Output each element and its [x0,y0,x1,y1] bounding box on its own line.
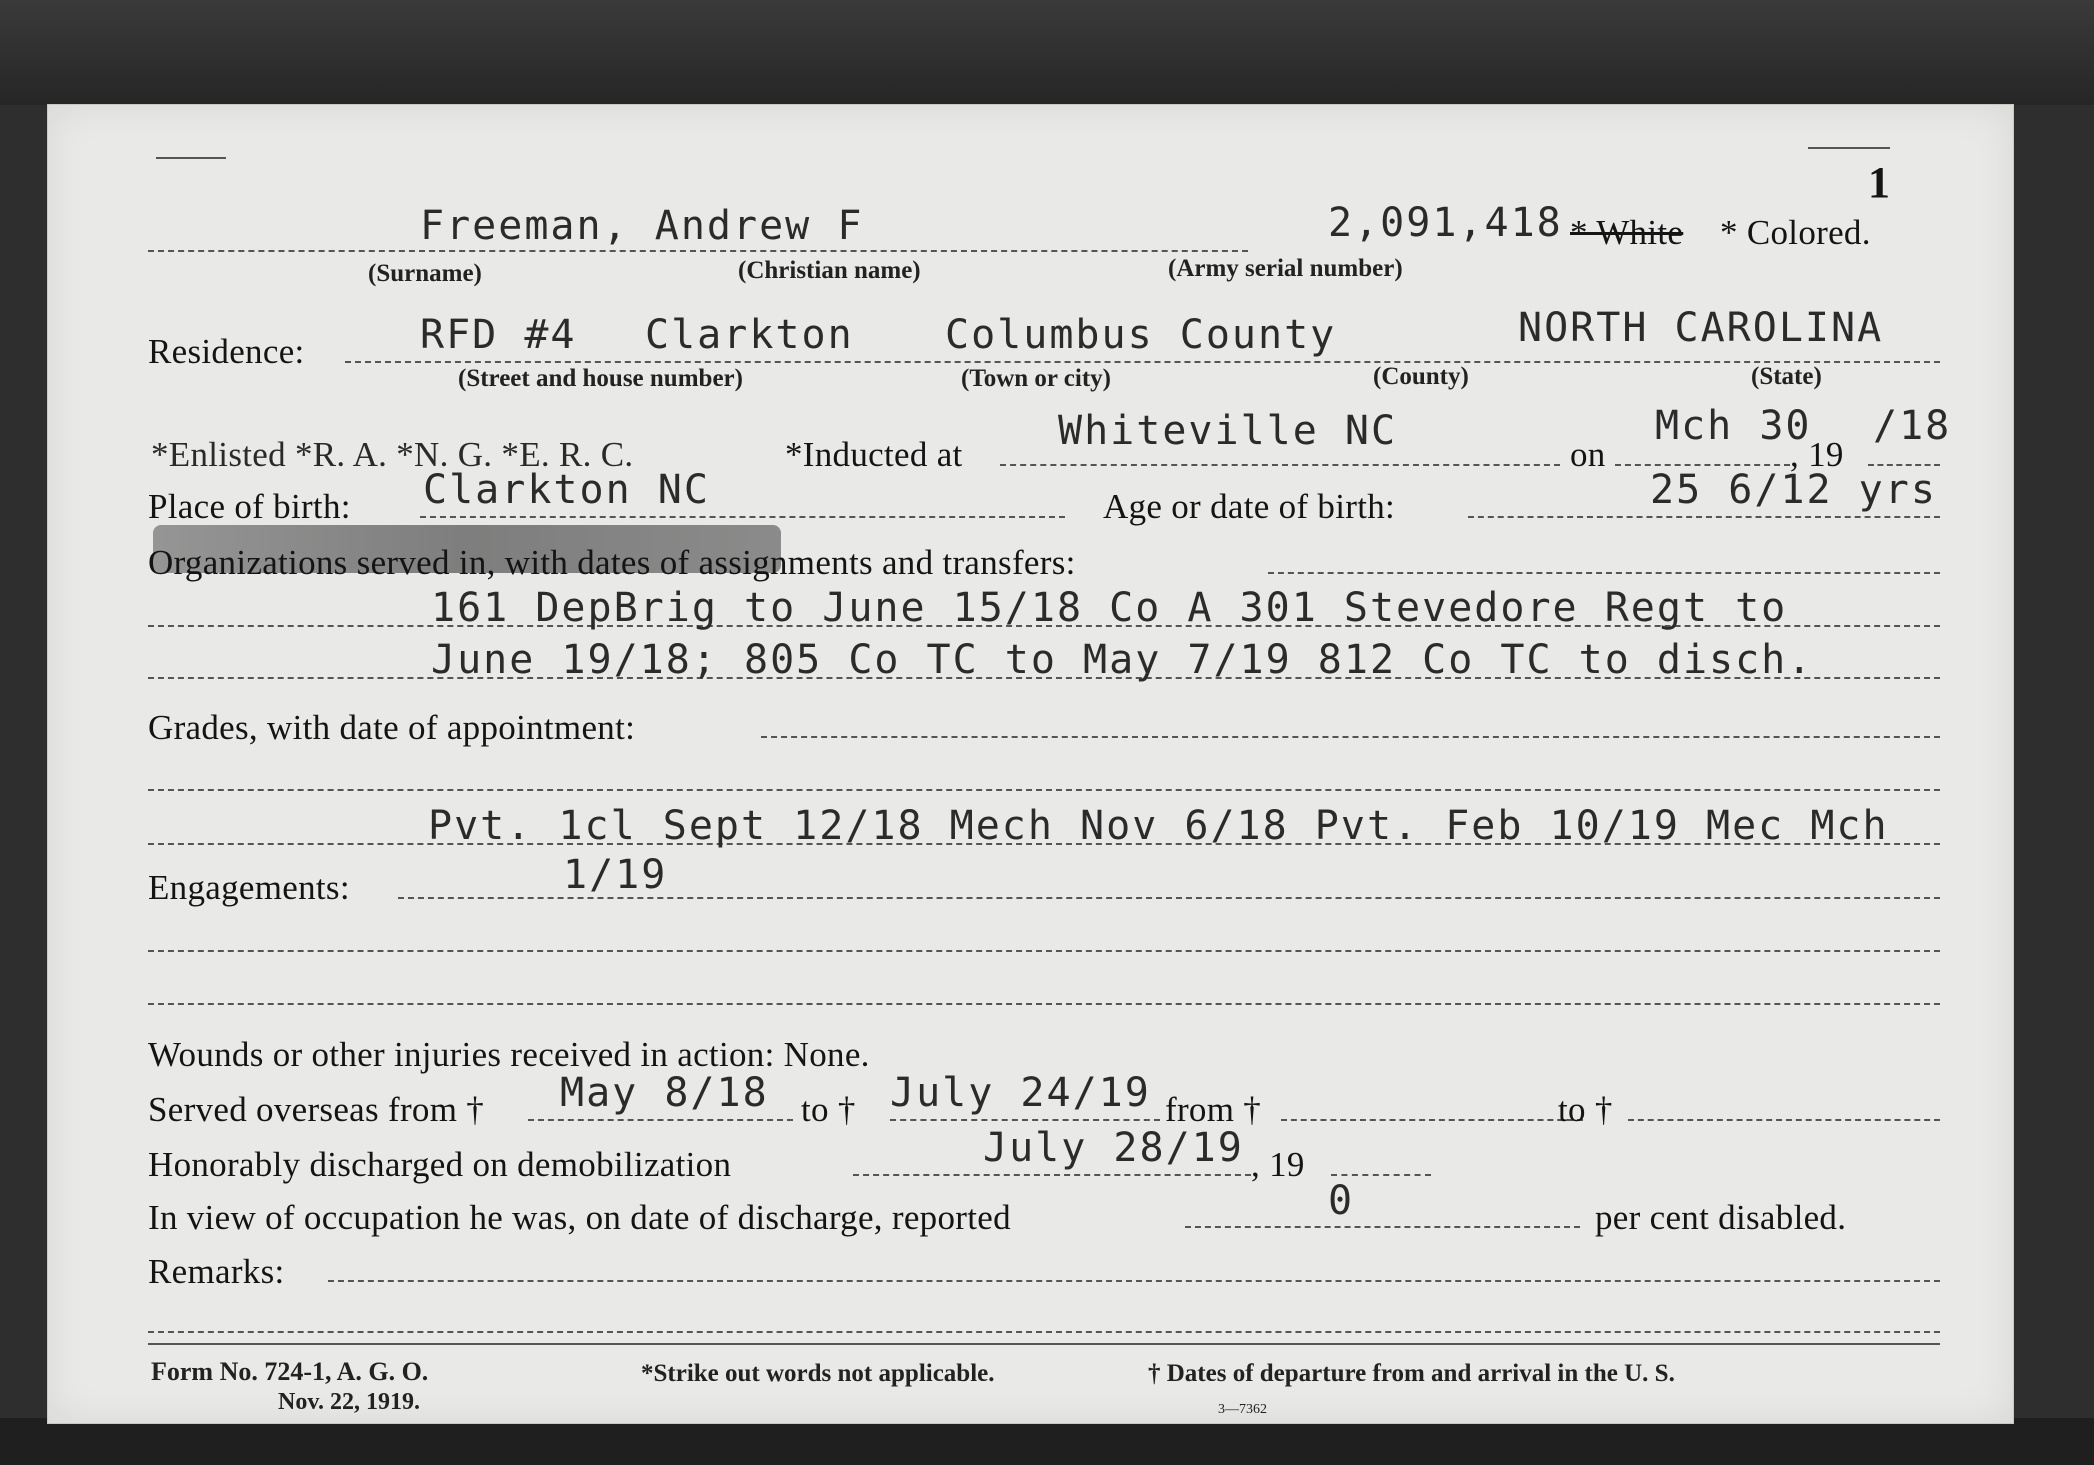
strike-note: *Strike out words not applicable. [641,1360,995,1387]
disability-label: In view of occupation he was, on date of discharge, reported [148,1198,1011,1237]
discharge-label: Honorably discharged on demobilization [148,1145,732,1184]
remarks-label: Remarks: [148,1252,285,1291]
caption-town: (Town or city) [961,365,1111,392]
residence-street: RFD #4 [420,312,577,358]
engagements-line-1 [148,950,1940,952]
place-of-birth-label: Place of birth: [148,487,351,526]
organizations-label: Organizations served in, with dates of assignments and transfers: [148,543,1076,582]
form-date: Nov. 22, 1919. [278,1389,421,1415]
disability-value: 0 [1328,1178,1355,1224]
age-line [1468,516,1940,518]
soldier-name: Freeman, Andrew F [420,203,864,249]
caption-state: (State) [1751,363,1822,390]
caption-serial: (Army serial number) [1168,255,1403,282]
disability-suffix: per cent disabled. [1595,1198,1847,1237]
inducted-label: *Inducted at [785,435,963,474]
discharge-date-line [853,1174,1251,1176]
grades-continuation: 1/19 [563,852,668,898]
engagements-line-2 [148,1003,1940,1005]
inducted-place-line [1000,464,1560,466]
caption-county: (County) [1373,363,1469,390]
remarks-line-1 [148,1331,1940,1333]
induction-date-line [1615,464,1790,466]
top-left-rule [156,157,226,159]
wounds-label: Wounds or other injuries received in action: None. [148,1035,870,1074]
on-label: on [1570,435,1606,474]
overseas-from-line [528,1119,793,1121]
overseas-from2-label: from † [1165,1090,1262,1129]
residence-label: Residence: [148,332,305,371]
overseas-label: Served overseas from † [148,1090,485,1129]
background-bottom [0,1418,2094,1465]
organizations-line-0 [1268,572,1940,574]
print-code: 3—7362 [1218,1402,1267,1417]
organizations-entry-2: June 19/18; 805 Co TC to May 7/19 812 Co TC to disch. [431,637,1814,683]
footer-rule [148,1343,1940,1345]
induction-date: Mch 30 [1655,403,1812,449]
caption-christian-name: (Christian name) [738,257,921,284]
enlistment-options: *Enlisted *R. A. *N. G. *E. R. C. [151,435,634,474]
race-colored: * Colored. [1720,213,1871,252]
race-white: * White [1570,213,1684,252]
name-line [148,250,1248,252]
residence-town: Clarkton [645,312,854,358]
induction-year: /18 [1873,403,1952,449]
overseas-to-line [890,1119,1160,1121]
caption-surname: (Surname) [368,260,482,287]
grades-entry: Pvt. 1cl Sept 12/18 Mech Nov 6/18 Pvt. Feb 10/19 Mec Mch [428,803,1889,849]
discharge-date: July 28/19 [983,1125,1244,1171]
overseas-to2-label: to † [1558,1090,1613,1129]
overseas-to2-line [1628,1119,1940,1121]
service-record-card [47,104,2014,1424]
induction-year-line [1868,464,1940,466]
inducted-place: Whiteville NC [1058,408,1398,454]
grades-line-1 [148,789,1940,791]
discharge-year-line [1331,1174,1431,1176]
induction-year-prefix: , 19 [1790,435,1844,474]
background-top [0,0,2094,105]
overseas-from-date: May 8/18 [560,1070,769,1116]
place-of-birth: Clarkton NC [423,467,710,513]
remarks-line-0 [328,1280,1940,1282]
army-serial-number: 2,091,418 [1328,200,1563,246]
age-value: 25 6/12 yrs [1650,467,1937,513]
engagements-label: Engagements: [148,868,350,907]
dates-note: † Dates of departure from and arrival in the U. S. [1148,1360,1675,1387]
top-right-rule [1808,147,1890,149]
residence-state: NORTH CAROLINA [1518,305,1884,351]
discharge-year-prefix: , 19 [1251,1145,1305,1184]
page-number: 1 [1868,158,1891,207]
overseas-to-date: July 24/19 [890,1070,1151,1116]
overseas-from2-line [1281,1119,1583,1121]
form-number: Form No. 724-1, A. G. O. [151,1357,429,1386]
organizations-entry-1: 161 DepBrig to June 15/18 Co A 301 Stevedore Regt to [431,585,1788,631]
grades-line-0 [761,736,1940,738]
residence-line [345,361,1940,363]
grades-label: Grades, with date of appointment: [148,708,636,747]
caption-street: (Street and house number) [458,365,743,392]
residence-county: Columbus County [945,312,1337,358]
overseas-to-label: to † [801,1090,856,1129]
disability-line [1185,1226,1580,1228]
age-label: Age or date of birth: [1103,487,1396,526]
place-of-birth-line [420,516,1065,518]
